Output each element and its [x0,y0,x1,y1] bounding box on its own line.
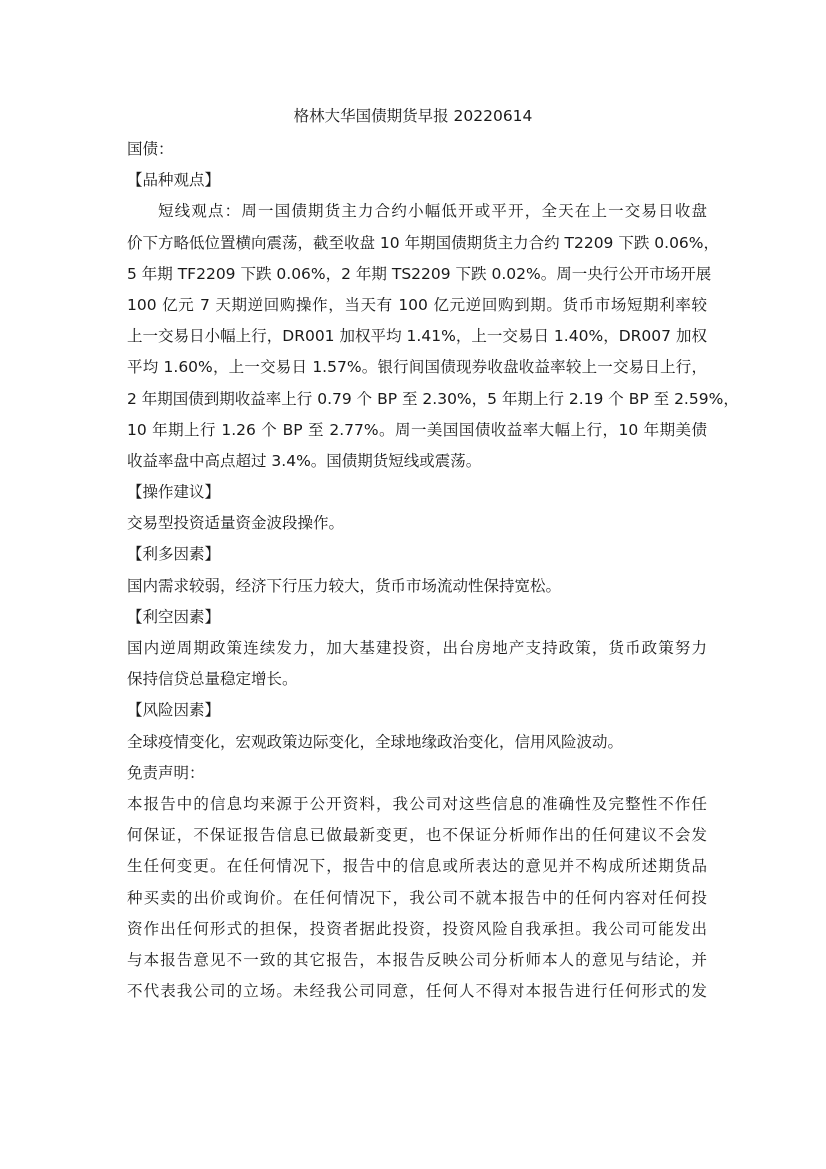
paragraph-line: 价下方略低位置横向震荡，截至收盘 10 年期国债期货主力合约 T2209 下跌 0.06%， [127,233,720,252]
heading-bearish-factors: 【利空因素】 [127,607,221,626]
report-title: 格林大华国债期货早报 20220614 [293,107,533,125]
disclaimer-line: 不代表我公司的立场。未经我公司同意，任何人不得对本报告进行任何形式的发 [127,982,707,1001]
disclaimer-line: 种买卖的出价或询价。在任何情况下，我公司不就本报告中的任何内容对任何投 [127,888,707,907]
paragraph-line: 全球疫情变化，宏观政策边际变化，全球地缘政治变化，信用风险波动。 [127,732,624,751]
paragraph-line: 交易型投资适量资金波段操作。 [127,514,345,533]
paragraph-line: 100 亿元 7 天期逆回购操作，当天有 100 亿元逆回购到期。货币市场短期利率较 [127,295,707,314]
paragraph-line: 上一交易日小幅上行，DR001 加权平均 1.41%，上一交易日 1.40%，DR007 加权 [127,327,707,346]
paragraph-line: 10 年期上行 1.26 个 BP 至 2.77%。周一美国国债收益率大幅上行，10 年期美债 [127,420,707,439]
paragraph-line: 国内需求较弱，经济下行压力较大，货币市场流动性保持宽松。 [127,576,562,595]
heading-variety-view: 【品种观点】 [127,171,221,190]
section-label-treasury: 国债： [127,140,174,158]
paragraph-line: 短线观点：周一国债期货主力合约小幅低开或平开，全天在上一交易日收盘 [158,202,707,221]
paragraph-line: 国内逆周期政策连续发力，加大基建投资，出台房地产支持政策，货币政策努力 [127,639,707,657]
paragraph-line: 2 年期国债到期收益率上行 0.79 个 BP 至 2.30%，5 年期上行 2.19 个 BP 至 2.59%， [127,389,739,408]
disclaimer-line: 何保证，不保证报告信息已做最新变更，也不保证分析师作出的任何建议不会发 [127,826,707,845]
disclaimer-line: 本报告中的信息均来源于公开资料，我公司对这些信息的准确性及完整性不作任 [127,794,707,813]
paragraph-line: 5 年期 TF2209 下跌 0.06%，2 年期 TS2209 下跌 0.02%。周一央行公开市场开展 [127,264,712,283]
heading-bullish-factors: 【利多因素】 [127,545,221,564]
paragraph-line: 平均 1.60%，上一交易日 1.57%。银行间国债现券收盘收益率较上一交易日上行， [127,358,707,377]
paragraph-line: 保持信贷总量稳定增长。 [127,670,298,689]
disclaimer-line: 资作出任何形式的担保，投资者据此投资，投资风险自我承担。我公司可能发出 [127,919,707,938]
report-body [127,134,739,1007]
paragraph-line: 收益率盘中高点超过 3.4%。国债期货短线或震荡。 [127,451,482,470]
heading-risk-factors: 【风险因素】 [127,701,221,720]
disclaimer-line: 生任何变更。在任何情况下，报告中的信息或所表达的意见并不构成所述期货品 [127,857,707,876]
heading-disclaimer: 免责声明： [127,763,205,782]
heading-operation-advice: 【操作建议】 [127,483,221,502]
disclaimer-line: 与本报告意见不一致的其它报告，本报告反映公司分析师本人的意见与结论，并 [127,950,707,969]
